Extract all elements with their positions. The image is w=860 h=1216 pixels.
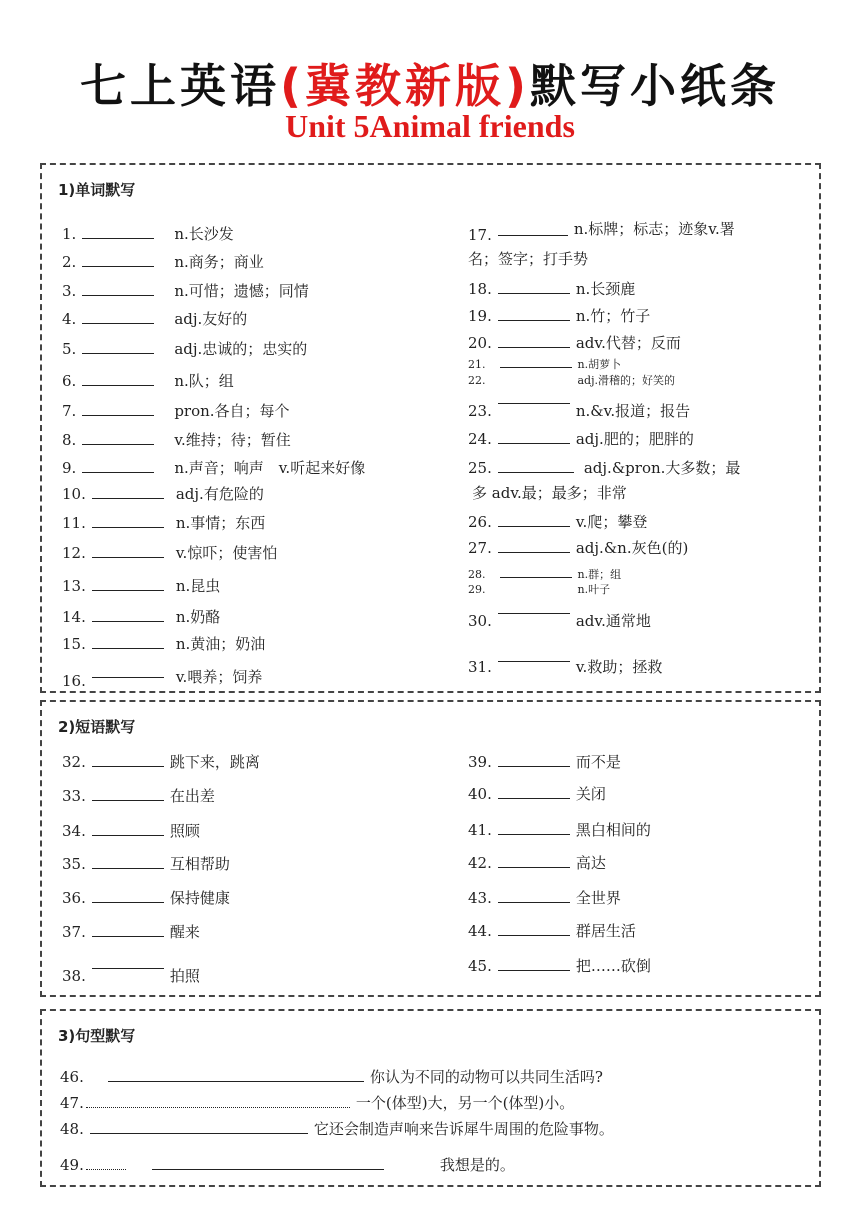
item-definition: 我想是的。 <box>439 1156 515 1174</box>
item-number: 29. <box>468 583 486 596</box>
item-definition: 醒来 <box>169 923 200 941</box>
phrase-item <box>468 956 651 976</box>
answer-blank[interactable] <box>498 307 570 321</box>
item-number: 8. <box>62 431 77 449</box>
sentences-section-title: 3)句型默写 <box>58 1027 136 1045</box>
word-item <box>62 371 234 391</box>
phrase-item <box>62 821 200 841</box>
item-number: 2. <box>62 253 77 271</box>
item-number: 26. <box>468 513 492 531</box>
words-section <box>40 163 821 693</box>
item-number: 3. <box>62 282 77 300</box>
word-item <box>62 576 220 596</box>
item-number: 23. <box>468 402 492 420</box>
word-item <box>62 401 290 421</box>
item-number: 7. <box>62 402 77 420</box>
phrase-item <box>62 854 230 874</box>
item-number: 25. <box>468 459 492 477</box>
word-item <box>468 568 621 582</box>
answer-blank[interactable] <box>82 459 154 473</box>
item-definition: 关闭 <box>575 785 606 803</box>
sentence-item <box>60 1119 614 1139</box>
word-item <box>468 333 681 353</box>
item-number: 33. <box>62 787 86 805</box>
item-number: 11. <box>62 514 86 532</box>
phrase-item <box>468 921 636 941</box>
word-item <box>468 512 647 532</box>
answer-blank[interactable] <box>86 1094 350 1108</box>
item-number: 40. <box>468 785 492 803</box>
item-number: 15. <box>62 635 86 653</box>
phrase-item <box>62 752 260 772</box>
item-number: 18. <box>468 280 492 298</box>
item-definition: adj.友好的 <box>174 310 248 328</box>
answer-blank[interactable] <box>92 889 164 903</box>
item-definition: 高达 <box>575 854 606 872</box>
sentence-item <box>60 1067 603 1087</box>
item-number: 12. <box>62 544 86 562</box>
sentences-section <box>40 1009 821 1187</box>
item-definition: n.可惜；遗憾；同情 <box>174 282 309 300</box>
phrase-item <box>62 888 230 908</box>
answer-blank[interactable] <box>498 539 570 553</box>
answer-blank[interactable] <box>82 431 154 445</box>
item-definition: 保持健康 <box>169 889 230 907</box>
item-definition: v.爬；攀登 <box>575 513 648 531</box>
item-definition: 群居生活 <box>575 922 636 940</box>
word-item <box>62 607 220 627</box>
item-definition: adv.通常地 <box>575 612 651 630</box>
item-number: 20. <box>468 334 492 352</box>
item-definition: adj.肥的；肥胖的 <box>575 430 694 448</box>
item-number: 13. <box>62 577 86 595</box>
page-title <box>0 50 860 116</box>
sentence-item <box>60 1093 574 1113</box>
word-item <box>468 279 635 299</box>
item-number: 22. <box>468 374 486 387</box>
answer-blank[interactable] <box>92 544 164 558</box>
item-definition: n.商务；商业 <box>174 253 264 271</box>
item-definition-continued: 多 adv.最；最多；非常 <box>472 484 627 502</box>
answer-blank[interactable] <box>92 577 164 591</box>
item-number: 36. <box>62 889 86 907</box>
word-item <box>62 339 307 359</box>
answer-blank-prefix[interactable] <box>86 1156 126 1170</box>
answer-blank[interactable] <box>92 485 164 499</box>
answer-blank[interactable] <box>82 402 154 416</box>
item-number: 44. <box>468 922 492 940</box>
answer-blank[interactable] <box>500 358 572 368</box>
word-item <box>468 306 650 326</box>
answer-blank[interactable] <box>92 608 164 622</box>
answer-blank[interactable] <box>82 340 154 354</box>
word-item <box>468 374 675 388</box>
item-definition: n.群；组 <box>577 568 622 581</box>
word-item <box>468 458 740 478</box>
item-number: 42. <box>468 854 492 872</box>
answer-blank[interactable] <box>82 372 154 386</box>
item-number: 5. <box>62 340 77 358</box>
item-number: 32. <box>62 753 86 771</box>
item-number: 30. <box>468 612 492 630</box>
word-item <box>62 252 264 272</box>
item-number: 1. <box>62 225 77 243</box>
word-item <box>62 458 365 478</box>
item-number: 16. <box>62 672 86 690</box>
item-definition: n.事情；东西 <box>175 514 266 532</box>
item-definition: 照顾 <box>169 822 200 840</box>
word-item <box>468 220 735 245</box>
answer-blank[interactable] <box>498 390 570 404</box>
title-part-2: 默写小纸条 <box>530 59 781 113</box>
answer-blank[interactable] <box>500 568 572 578</box>
answer-blank[interactable] <box>92 955 164 969</box>
word-item <box>468 583 610 597</box>
word-item <box>62 668 263 691</box>
answer-blank[interactable] <box>498 334 570 348</box>
item-number: 10. <box>62 485 86 503</box>
answer-blank[interactable] <box>152 1156 384 1170</box>
word-item <box>468 538 688 558</box>
item-definition: 把……砍倒 <box>575 957 651 975</box>
answer-blank[interactable] <box>82 282 154 296</box>
answer-blank[interactable] <box>82 225 154 239</box>
item-definition: v.惊吓；使害怕 <box>175 544 278 562</box>
answer-blank[interactable] <box>498 600 570 614</box>
phrase-item <box>468 752 621 772</box>
answer-blank[interactable] <box>498 459 574 473</box>
word-item <box>62 634 265 654</box>
item-number: 6. <box>62 372 77 390</box>
answer-blank[interactable] <box>92 855 164 869</box>
item-definition: 黑白相间的 <box>575 821 651 839</box>
phrase-item <box>468 853 606 873</box>
item-number: 24. <box>468 430 492 448</box>
phrase-item <box>468 784 606 804</box>
item-definition: adj.滑稽的；好笑的 <box>577 374 676 387</box>
item-definition: 互相帮助 <box>169 855 230 873</box>
answer-blank[interactable] <box>92 923 164 937</box>
item-definition: adv.代替；反而 <box>575 334 681 352</box>
item-definition: 在出差 <box>169 787 215 805</box>
item-number: 48. <box>60 1120 84 1138</box>
answer-blank[interactable] <box>92 635 164 649</box>
answer-blank[interactable] <box>90 1120 308 1134</box>
item-definition: 一个(体型)大，另一个(体型)小。 <box>355 1094 575 1112</box>
item-definition: adj.忠诚的；忠实的 <box>174 340 308 358</box>
answer-blank[interactable] <box>92 753 164 767</box>
phrase-item <box>62 786 215 806</box>
answer-blank[interactable] <box>498 222 568 236</box>
answer-blank[interactable] <box>92 664 164 678</box>
answer-blank[interactable] <box>498 889 570 903</box>
item-number: 35. <box>62 855 86 873</box>
item-definition: n.长颈鹿 <box>575 280 636 298</box>
words-section-title: 1)单词默写 <box>58 181 136 199</box>
word-item <box>62 513 265 533</box>
item-number: 47. <box>60 1094 84 1112</box>
title-part-1: 七上英语 <box>79 59 280 113</box>
word-item <box>468 611 651 631</box>
word-item <box>62 224 234 244</box>
item-number: 4. <box>62 310 77 328</box>
item-number: 37. <box>62 923 86 941</box>
word-item <box>468 401 690 421</box>
item-definition: v.维持；待；暂住 <box>174 431 291 449</box>
answer-blank[interactable] <box>82 253 154 267</box>
item-number: 43. <box>468 889 492 907</box>
item-definition: n.奶酪 <box>175 608 221 626</box>
item-number: 39. <box>468 753 492 771</box>
item-definition: n.竹；竹子 <box>575 307 651 325</box>
item-number: 28. <box>468 568 486 581</box>
item-definition: 拍照 <box>169 967 200 985</box>
answer-blank[interactable] <box>92 514 164 528</box>
answer-blank[interactable] <box>498 280 570 294</box>
item-number: 21. <box>468 358 486 371</box>
item-definition: n.长沙发 <box>174 225 234 243</box>
item-definition: 而不是 <box>575 753 621 771</box>
page-subtitle: Unit 5Animal friends <box>285 108 575 144</box>
item-definition: 你认为不同的动物可以共同生活吗? <box>369 1068 603 1086</box>
word-item <box>62 309 247 329</box>
item-definition: 全世界 <box>575 889 621 907</box>
item-definition: n.昆虫 <box>175 577 221 595</box>
phrases-section <box>40 700 821 997</box>
item-definition: n.声音；响声 v.听起来好像 <box>174 459 366 477</box>
item-definition: n.&v.报道；报告 <box>575 402 691 420</box>
item-number: 49. <box>60 1156 84 1174</box>
word-item <box>468 358 621 372</box>
answer-blank[interactable] <box>498 854 570 868</box>
item-definition: 它还会制造声响来告诉犀牛周围的危险事物。 <box>313 1120 614 1138</box>
item-number: 27. <box>468 539 492 557</box>
item-number: 41. <box>468 821 492 839</box>
item-definition: n.叶子 <box>577 583 611 596</box>
answer-blank[interactable] <box>498 648 570 662</box>
word-item <box>62 484 264 504</box>
item-number: 19. <box>468 307 492 325</box>
item-definition: n.黄油；奶油 <box>175 635 266 653</box>
item-definition-continued: 名；签字；打手势 <box>468 250 589 268</box>
word-item <box>468 657 662 677</box>
phrase-item <box>62 966 200 986</box>
item-definition: adj.有危险的 <box>175 485 264 503</box>
answer-blank[interactable] <box>498 922 570 936</box>
item-definition: n.队；组 <box>174 372 234 390</box>
item-number: 38. <box>62 967 86 985</box>
answer-blank[interactable] <box>498 430 570 444</box>
answer-blank[interactable] <box>498 753 570 767</box>
answer-blank[interactable] <box>82 310 154 324</box>
answer-blank[interactable] <box>108 1068 364 1082</box>
item-number: 34. <box>62 822 86 840</box>
answer-blank[interactable] <box>498 957 570 971</box>
answer-blank[interactable] <box>92 787 164 801</box>
item-number: 45. <box>468 957 492 975</box>
item-number: 14. <box>62 608 86 626</box>
phrase-item <box>468 888 621 908</box>
item-definition: adj.&pron.大多数；最 <box>583 459 741 477</box>
title-part-edition: (冀教新版) <box>279 59 531 113</box>
item-definition: pron.各自；每个 <box>174 402 290 420</box>
answer-blank[interactable] <box>92 822 164 836</box>
phrases-section-title: 2)短语默写 <box>58 718 136 736</box>
item-definition: 跳下来，跳离 <box>169 753 260 771</box>
item-number: 31. <box>468 658 492 676</box>
word-item <box>468 429 694 449</box>
phrase-item <box>468 820 651 840</box>
word-item <box>62 430 291 450</box>
sentence-item <box>60 1155 515 1175</box>
item-definition: n.标牌；标志；迹象v.署 <box>573 220 735 238</box>
item-definition: v.救助；拯救 <box>575 658 663 676</box>
answer-blank[interactable] <box>498 513 570 527</box>
answer-blank[interactable] <box>498 821 570 835</box>
item-definition: adj.&n.灰色(的) <box>575 539 689 557</box>
word-item <box>62 543 277 563</box>
word-item <box>62 281 309 301</box>
item-number: 17. <box>468 226 492 244</box>
item-number: 46. <box>60 1068 84 1086</box>
item-definition: n.胡萝卜 <box>577 358 622 371</box>
item-number: 9. <box>62 459 77 477</box>
phrase-item <box>62 922 200 942</box>
answer-blank[interactable] <box>498 785 570 799</box>
item-definition: v.喂养；饲养 <box>175 668 263 686</box>
